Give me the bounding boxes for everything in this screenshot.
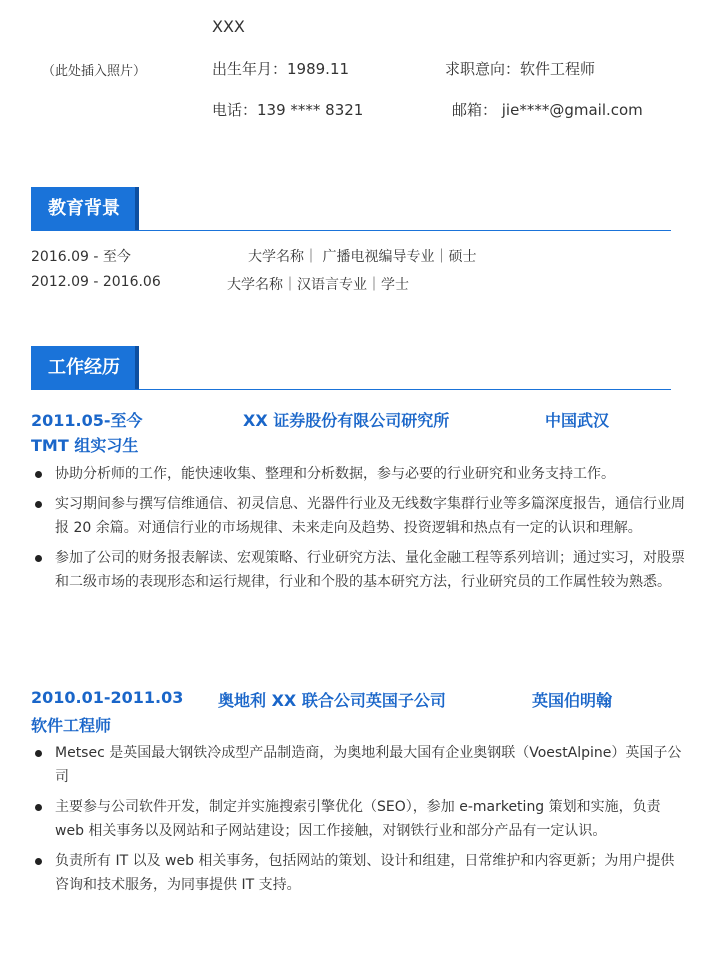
job-2-location: 英国伯明翰: [532, 691, 613, 710]
job-1-bullet-list: [31, 462, 686, 600]
section-divider: [31, 230, 671, 231]
edu-row-1-detail: 大学名称｜ 广播电视编导专业｜硕士: [248, 249, 477, 265]
work-section-header: [31, 346, 671, 390]
candidate-name: XXX: [212, 17, 245, 36]
bullet-icon: [35, 750, 42, 757]
list-item: 负责所有 IT 以及 web 相关事务，包括网站的策划、设计和组建，日常维护和内容更新；为用户提供咨询和技术服务，为同事提供 IT 支持。: [31, 849, 686, 897]
bullet-icon: [35, 501, 42, 508]
birth-date: 出生年月：1989.11: [212, 60, 350, 78]
job-2-bullet-list: [31, 741, 686, 903]
list-item: 主要参与公司软件开发，制定并实施搜索引擎优化（SEO），参加 e-marketing 策划和实施，负责 web 相关事务以及网站和子网站建设；因工作接触，对钢铁行业和部分产品有一定认识。: [31, 795, 686, 843]
list-item: 参加了公司的财务报表解读、宏观策略、行业研究方法、量化金融工程等系列培训；通过实习，对股票和二级市场的表现形态和运行规律，行业和个股的基本研究方法，行业研究员的工作属性较为熟悉。: [31, 546, 686, 594]
list-item: 实习期间参与撰写信维通信、初灵信息、光器件行业及无线数字集群行业等多篇深度报告，通信行业周 报 20 余篇。对通信行业的市场规律、未来走向及趋势、投资逻辑和热点有一定的认识和理解。: [31, 492, 686, 540]
phone: 电话：139 **** 8321: [212, 101, 364, 119]
photo-placeholder: （此处插入照片）: [42, 64, 147, 79]
section-title-education: 教育背景: [31, 187, 137, 231]
edu-row-2-period: 2012.09 - 2016.06: [31, 274, 161, 290]
job-1-period: 2011.05-至今: [31, 411, 143, 430]
education-section-header: [31, 187, 671, 231]
job-objective: 求职意向：软件工程师: [445, 60, 596, 78]
email: 邮箱： jie****@gmail.com: [452, 101, 643, 119]
bullet-icon: [35, 471, 42, 478]
section-title-shadow: [135, 187, 139, 231]
job-2-role: 软件工程师: [31, 716, 112, 735]
job-1-company: XX 证券股份有限公司研究所: [243, 411, 450, 430]
section-title-work: 工作经历: [31, 346, 137, 390]
edu-row-1-period: 2016.09 - 至今: [31, 249, 131, 265]
section-divider: [31, 389, 671, 390]
bullet-icon: [35, 555, 42, 562]
job-2-company: 奥地利 XX 联合公司英国子公司: [218, 691, 446, 710]
list-item: 协助分析师的工作，能快速收集、整理和分析数据，参与必要的行业研究和业务支持工作。: [31, 462, 686, 486]
bullet-icon: [35, 858, 42, 865]
job-1-location: 中国武汉: [545, 411, 610, 430]
bullet-icon: [35, 804, 42, 811]
list-item: Metsec 是英国最大钢铁冷成型产品制造商，为奥地利最大国有企业奥钢联（VoestAlpine）英国子公司: [31, 741, 686, 789]
job-2-period: 2010.01-2011.03: [31, 688, 184, 707]
job-1-role: TMT 组实习生: [31, 436, 139, 455]
section-title-shadow: [135, 346, 139, 390]
edu-row-2-detail: 大学名称｜汉语言专业｜学士: [227, 277, 409, 293]
